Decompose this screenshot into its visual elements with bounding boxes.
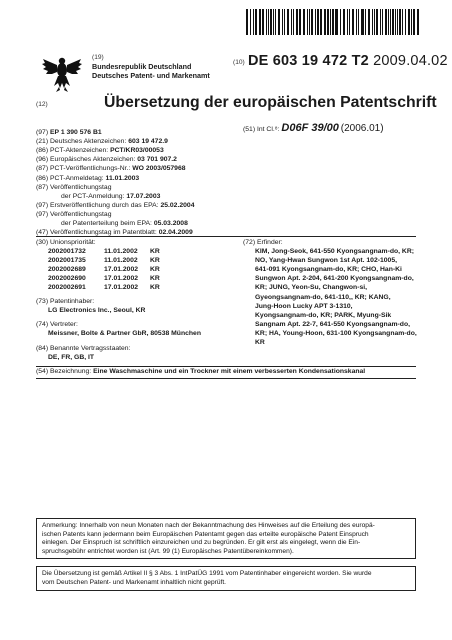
biblio-row: [36, 192, 160, 201]
priority-country: KR: [150, 275, 160, 283]
biblio-code: (86): [36, 147, 49, 155]
priority-number: 2002001732: [48, 248, 86, 255]
inventor-line: NO, Yang-Hwan Sungwon 1st Apt. 102-1005,: [255, 257, 398, 265]
publication-number: DE 603 19 472 T2: [248, 53, 369, 69]
biblio-row: [36, 174, 139, 183]
barcode-bar: [287, 9, 289, 35]
barcode-bar: [303, 9, 305, 35]
barcode-bar: [278, 9, 280, 35]
barcode-bar: [270, 9, 272, 35]
priority-number: 2002001735: [48, 257, 86, 265]
biblio-row: [36, 137, 168, 146]
biblio-row: [36, 210, 111, 219]
barcode-bar: [293, 9, 294, 35]
barcode-bar: [399, 9, 401, 35]
ipc-label: Int Cl.⁸:: [256, 126, 280, 133]
priority-date: 11.01.2002: [104, 248, 138, 255]
barcode-bar: [352, 9, 354, 35]
federal-eagle-icon: [40, 52, 84, 96]
priority-country: KR: [150, 248, 160, 255]
translation-line: Die Übersetzung ist gemäß Artikel II § 3 Abs. 1 IntPatÜG 1991 vom Patentinhaber eingereicht worden. Sie wurde: [42, 570, 372, 577]
barcode-bar: [320, 9, 322, 35]
biblio-row: [36, 201, 194, 210]
barcode-bar: [275, 9, 276, 35]
biblio-row: [36, 128, 102, 137]
biblio-label: EP 1 390 576 B1: [50, 129, 102, 136]
ipc-code: (51): [243, 126, 256, 133]
barcode-bar: [340, 9, 341, 35]
biblio-code: (47): [36, 229, 49, 237]
biblio-label: Europäisches Aktenzeichen:: [50, 156, 138, 164]
priority-country: KR: [150, 266, 160, 274]
barcode-bar: [343, 9, 345, 35]
barcode-bar: [311, 9, 313, 35]
biblio-code: (87): [36, 165, 49, 173]
barcode-bar: [411, 9, 412, 35]
barcode-bar: [361, 9, 363, 35]
biblio-code: (97): [36, 210, 49, 218]
inventor-line: Kyongsangnam-do, KR; PARK, Myung-Sik: [255, 311, 392, 319]
authority-country: Bundesrepublik Deutschland: [92, 62, 192, 71]
barcode-bar: [405, 9, 406, 35]
inventor-line: KR; JUNG, Yeon-Su, Changwon-si,: [255, 284, 368, 292]
barcode-bar: [327, 9, 329, 35]
separator-line: [36, 236, 416, 237]
barcode-bar: [382, 9, 383, 35]
biblio-label: PCT-Veröffentlichungs-Nr.:: [50, 165, 133, 173]
biblio-value: 03 701 907.2: [137, 156, 177, 164]
priority-date: 11.01.2002: [104, 257, 138, 265]
publication-number-line: [248, 53, 448, 69]
barcode-bar: [291, 9, 292, 35]
designation-code: (54): [36, 368, 49, 375]
ipc-main-class: D06F 39/00: [281, 122, 339, 134]
barcode-bar: [347, 9, 348, 35]
biblio-label: PCT-Aktenzeichen:: [50, 147, 111, 155]
notice-line: ischen Patents kann jedermann beim Europäischen Patentamt gegen das erteilte europäische Patent Einspruch: [42, 530, 369, 538]
inventor-line: KIM, Jong-Seok, 641-550 Kyongsangnam-do, KR;: [255, 248, 414, 255]
barcode-bar: [332, 9, 333, 35]
biblio-value: 11.01.2003: [105, 174, 140, 182]
biblio-row: [36, 183, 111, 192]
document-title: Übersetzung der europäischen Patentschrift: [104, 94, 437, 111]
separator-line: [36, 378, 416, 379]
barcode-bar: [413, 9, 414, 35]
priority-number: 2002002690: [48, 275, 86, 283]
barcode-bar: [376, 9, 378, 35]
barcode-bar: [284, 9, 285, 35]
barcode-bar: [335, 9, 337, 35]
biblio-label: PCT-Anmeldetag:: [50, 174, 106, 182]
translation-notice-text: [37, 567, 415, 590]
priority-country: KR: [150, 257, 160, 265]
priority-date: 17.01.2002: [104, 266, 139, 274]
barcode-bar: [395, 9, 396, 35]
barcode-bar: [390, 9, 391, 35]
owner-heading: (73) Patentinhaber:: [36, 298, 95, 305]
priority-number: 2002002691: [48, 284, 86, 292]
biblio-row: [36, 155, 177, 164]
notice-line: spruchsgebühr entrichtet worden ist (Art. 99 (1) Europäisches Patentübereinkommen).: [42, 547, 294, 555]
barcode-bar: [402, 9, 403, 35]
biblio-value: WO 2003/057968: [132, 165, 186, 173]
barcode-bar: [408, 9, 410, 35]
barcode-bar: [365, 9, 366, 35]
barcode-bar: [296, 9, 298, 35]
barcode-icon: [246, 9, 422, 35]
barcode-bar: [356, 9, 357, 35]
inventor-line: Gyeongsangnam-do, 641-110,, KR; KANG,: [255, 293, 391, 301]
barcode-bar: [397, 9, 398, 35]
inventor-line: KR; HA, Young-Hoon, 631-100 Kyongsangnam-do,: [255, 329, 417, 337]
biblio-label: Deutsches Aktenzeichen:: [50, 138, 129, 146]
inventor-line: KR: [255, 339, 265, 346]
barcode-bar: [262, 9, 264, 35]
barcode-bar: [317, 9, 318, 35]
notice-line: einlegen. Der Einspruch ist schriftlich einzureichen und zu begründen. Er gilt erst als eingelegt, wenn die Ein-: [42, 539, 361, 547]
owner-value: LG Electronics Inc., Seoul, KR: [48, 307, 146, 314]
biblio-value: 05.03.2008: [153, 220, 188, 227]
priority-country: KR: [150, 284, 160, 292]
states-heading: (84) Benannte Vertragsstaaten:: [36, 345, 131, 352]
biblio-label: Erstveröffentlichung durch das EPA:: [50, 201, 161, 209]
ipc-classification: [243, 124, 384, 134]
barcode-bar: [315, 9, 316, 35]
priority-number: 2002002689: [48, 266, 86, 274]
inventor-line: Sungwon Apt. 2-204, 641-200 Kyongsangnam-do,: [255, 275, 414, 283]
code-19: (19): [92, 54, 104, 61]
translation-line: vom Deutschen Patent- und Markenamt inhaltlich nicht geprüft.: [42, 578, 226, 586]
biblio-value: 603 19 472.9: [128, 138, 168, 146]
opposition-notice-text: [37, 519, 415, 559]
barcode-bar: [255, 9, 257, 35]
notice-line: Anmerkung: Innerhalb von neun Monaten nach der Bekanntmachung des Hinweises auf die Erteilung des europä-: [42, 522, 375, 529]
biblio-row: [36, 219, 188, 228]
barcode-bar: [253, 9, 254, 35]
biblio-value: 02.04.2009: [158, 229, 193, 237]
barcode-bar: [268, 9, 269, 35]
biblio-label: Veröffentlichungstag: [50, 183, 112, 191]
barcode-bar: [368, 9, 370, 35]
barcode-bar: [337, 9, 338, 35]
designation-value: Eine Waschmaschine und ein Trockner mit einem verbesserten Kondensationskanal: [93, 368, 366, 375]
barcode-bar: [260, 9, 261, 35]
barcode-bar: [349, 9, 350, 35]
biblio-code: (97): [36, 129, 49, 136]
barcode-bar: [282, 9, 283, 35]
biblio-value: 25.02.2004: [160, 201, 195, 209]
barcode-bar: [392, 9, 394, 35]
barcode-bar: [246, 9, 248, 35]
barcode-bar: [417, 9, 419, 35]
priority-date: 17.01.2002: [104, 275, 139, 283]
inventor-line: 641-091 Kyongsangnam-do, KR; CHO, Han-Ki: [255, 266, 402, 274]
biblio-label: der PCT-Anmeldung:: [61, 192, 127, 200]
barcode-bar: [309, 9, 310, 35]
barcode-bar: [358, 9, 359, 35]
biblio-value: PCT/KR03/00053: [110, 147, 164, 155]
authority-office: Deutsches Patent- und Markenamt: [92, 71, 210, 80]
ipc-version: (2006.01): [340, 123, 384, 134]
inventors-heading: (72) Erfinder:: [243, 239, 283, 246]
priority-date: 17.01.2002: [104, 284, 139, 292]
barcode-bar: [380, 9, 381, 35]
representative-value: Meissner, Bolte & Partner GbR, 80538 München: [48, 330, 201, 337]
biblio-code: (96): [36, 156, 49, 164]
biblio-label: Veröffentlichungstag im Patentblatt:: [50, 229, 159, 237]
code-12: (12): [36, 101, 48, 108]
barcode-bar: [330, 9, 331, 35]
designation: [36, 367, 365, 376]
biblio-value: 17.07.2003: [126, 192, 161, 200]
biblio-row: [36, 146, 164, 155]
translation-notice-box: [36, 566, 416, 591]
barcode-bar: [385, 9, 387, 35]
biblio-row: [36, 164, 186, 173]
inventor-line: Jung-Hoon Lucky APT 3-1310,: [255, 302, 353, 310]
barcode-bar: [374, 9, 375, 35]
biblio-code: (87): [36, 183, 49, 191]
code-10: (10): [233, 59, 245, 66]
barcode-bar: [325, 9, 326, 35]
biblio-label: Veröffentlichungstag: [50, 210, 112, 218]
barcode-bar: [273, 9, 274, 35]
barcode-bar: [250, 9, 251, 35]
biblio-code: (86): [36, 174, 49, 182]
inventor-line: Sangnam Apt. 22-7, 641-550 Kyongsangnam-do,: [255, 320, 410, 328]
designation-label: Bezeichnung:: [49, 368, 92, 375]
biblio-code: (21): [36, 138, 49, 146]
representative-heading: (74) Vertreter:: [36, 321, 78, 328]
barcode-bar: [266, 9, 267, 35]
opposition-notice-box: [36, 518, 416, 559]
priority-heading: (30) Unionspriorität:: [36, 239, 96, 246]
biblio-code: (97): [36, 201, 49, 209]
biblio-label: der Patenterteilung beim EPA:: [61, 220, 154, 227]
states-value: DE, FR, GB, IT: [48, 354, 95, 361]
barcode-bar: [300, 9, 301, 35]
publication-date: 2009.04.02: [373, 53, 448, 69]
